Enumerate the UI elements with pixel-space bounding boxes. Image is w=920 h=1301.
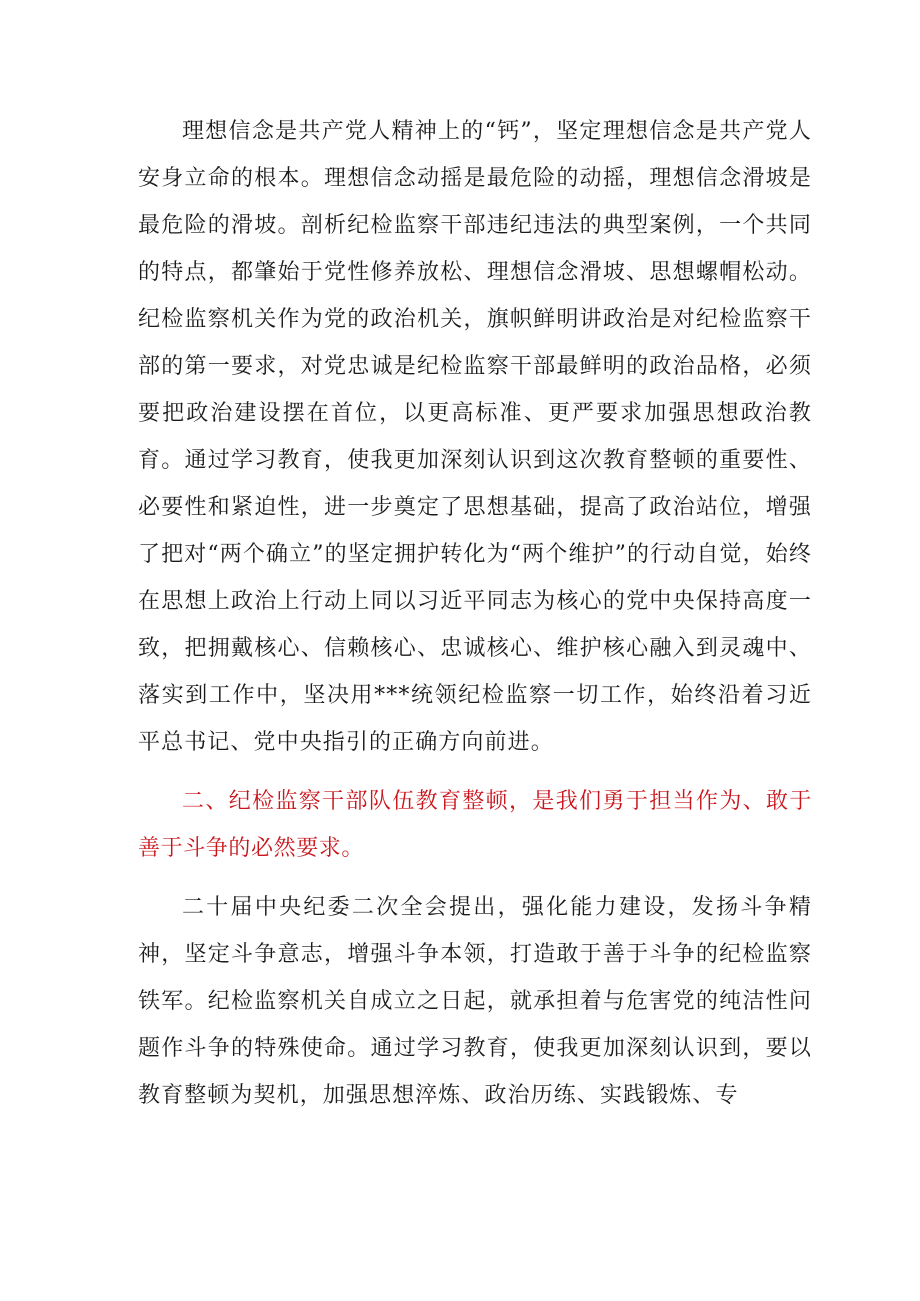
body-paragraph-ideals: 理想信念是共产党人精神上的“钙”，坚定理想信念是共产党人安身立命的根本。理想信念动摇是最危险的动摇，理想信念滑坡是最危险的滑坡。剖析纪检监察干部违纪违法的典型案例，一个共同的特点，都肇始于党性修养放松、理想信念滑坡、思想螺帽松动。纪检监察机关作为党的政治机关，旗帜鲜明讲政治是对纪检监察干部的第一要求，对党忠诚是纪检监察干部最鲜明的政治品格，必须要把政治建设摆在首位，以更高标准、更严要求加强思想政治教育。通过学习教育，使我更加深刻认识到这次教育整顿的重要性、必要性和紧迫性，进一步奠定了思想基础，提高了政治站位，增强了把对“两个确立”的坚定拥护转化为“两个维护”的行动自觉，始终在思想上政治上行动上同以习近平同志为核心的党中央保持高度一致，把拥戴核心、信赖核心、忠诚核心、维护核心融入到灵魂中、落实到工作中，坚决用***统领纪检监察一切工作，始终沿着习近平总书记、党中央指引的正确方向前进。 [138, 119, 812, 755]
body-paragraph-struggle: 二十届中央纪委二次全会提出，强化能力建设，发扬斗争精神，坚定斗争意志，增强斗争本领，打造敢于善于斗争的纪检监察铁军。纪检监察机关自成立之日起，就承担着与危害党的纯洁性问题作斗争的特殊使命。通过学习教育，使我更加深刻认识到，要以教育整顿为契机，加强思想淬炼、政治历练、实践锻炼、专 [138, 895, 812, 1108]
section-heading: 二、纪检监察干部队伍教育整顿，是我们勇于担当作为、敢于善于斗争的必然要求。 [138, 789, 812, 861]
